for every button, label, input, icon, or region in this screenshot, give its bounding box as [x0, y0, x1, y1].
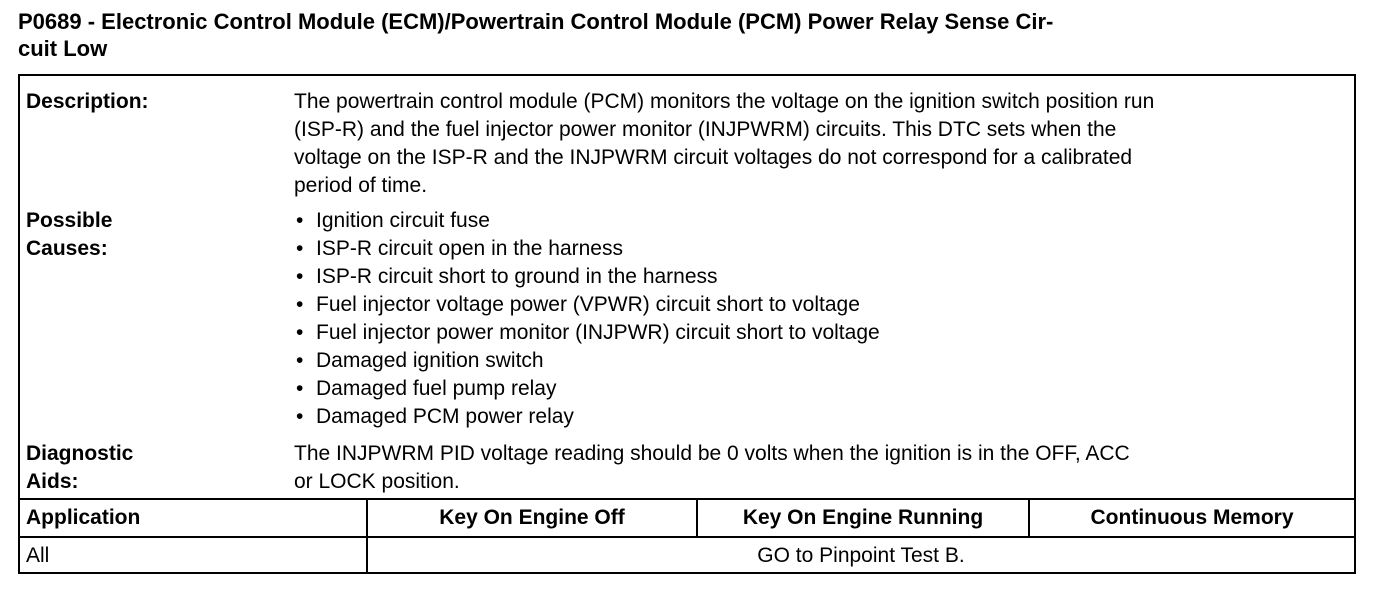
table-header-divider [20, 536, 1354, 538]
cause-item: • Ignition circuit fuse [294, 207, 1344, 235]
cause-item: • Damaged ignition switch [294, 347, 1344, 375]
diagnostic-aids-line: The INJPWRM PID voltage reading should be 0 volts when the ignition is in the OFF, ACC [294, 442, 1130, 465]
table-top-border [20, 498, 1354, 500]
description-line: voltage on the ISP-R and the INJPWRM circuit voltages do not correspond for a calibrated [294, 146, 1133, 169]
header-continuous-memory: Continuous Memory [1090, 506, 1294, 529]
cause-item: • Damaged fuel pump relay [294, 375, 1344, 403]
cause-item: • ISP-R circuit open in the harness [294, 235, 1344, 263]
cause-item: • ISP-R circuit short to ground in the harness [294, 263, 1344, 291]
possible-causes-label: Possible Causes: [26, 209, 113, 260]
header-key-on-engine-running: Key On Engine Running [742, 506, 984, 529]
row-action: GO to Pinpoint Test B. [757, 544, 965, 567]
header-application: Application [26, 506, 141, 529]
dtc-info-box [18, 74, 1356, 574]
cause-item: • Damaged PCM power relay [294, 403, 1344, 431]
row-application: All [26, 544, 50, 567]
title-line-1: P0689 - Electronic Control Module (ECM)/Powertrain Control Module (PCM) Power Relay Sense Cir- [18, 9, 1054, 34]
diagnostic-aids-line: or LOCK position. [294, 470, 460, 493]
possible-causes-list-wrap [294, 207, 1344, 431]
title-line-2: cuit Low [18, 36, 108, 61]
description-label: Description: [26, 90, 149, 113]
cause-item: • Fuel injector power monitor (INJPWR) circuit short to voltage [294, 319, 1344, 347]
description-line: (ISP-R) and the fuel injector power monitor (INJPWRM) circuits. This DTC sets when the [294, 118, 1117, 141]
possible-causes-list [294, 207, 1344, 431]
cause-item: • Fuel injector voltage power (VPWR) circuit short to voltage [294, 291, 1344, 319]
diagnostic-aids-text [294, 440, 1344, 496]
description-text [294, 88, 1344, 200]
diagnostic-aids-label: Diagnostic Aids: [26, 442, 134, 493]
description-line: period of time. [294, 174, 428, 197]
description-line: The powertrain control module (PCM) monitors the voltage on the ignition switch position run [294, 90, 1155, 113]
header-key-on-engine-off: Key On Engine Off [439, 506, 625, 529]
page-title [18, 8, 1378, 62]
